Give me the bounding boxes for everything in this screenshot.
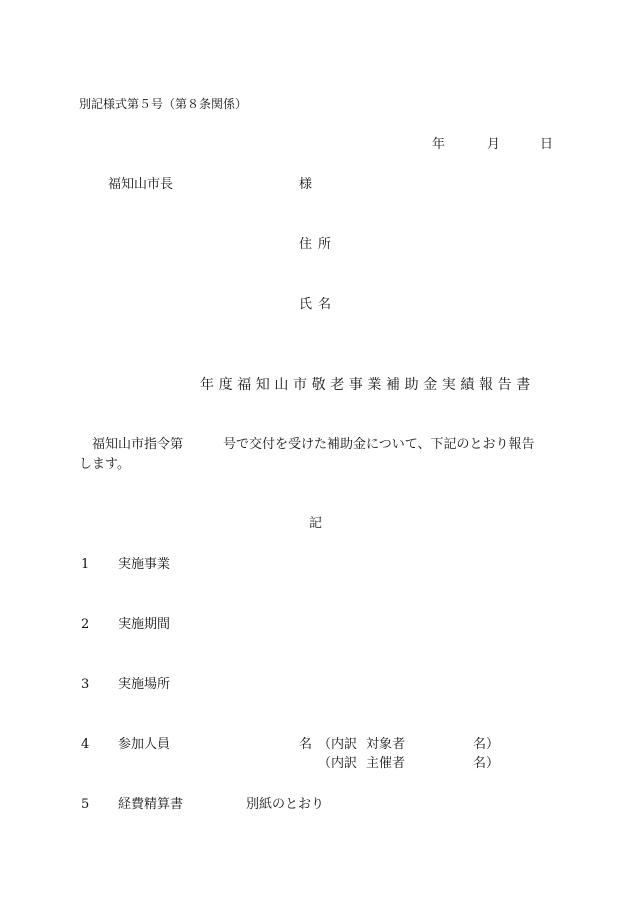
item-number-4: 4 bbox=[81, 737, 90, 752]
address-label: 住所 bbox=[299, 237, 338, 252]
participants-unit: 名 bbox=[299, 737, 313, 752]
breakdown-role-2: 主催者 bbox=[366, 756, 406, 771]
item-number-5: 5 bbox=[81, 797, 90, 812]
expense-value: 別紙のとおり bbox=[246, 797, 325, 812]
breakdown-label-2: （内訳 bbox=[318, 756, 358, 771]
breakdown-label-1: （内訳 bbox=[318, 737, 358, 752]
date-day-label: 日 bbox=[540, 137, 554, 152]
body-text-part-2: 号で交付を受けた補助金について、下記のとおり報告 bbox=[223, 437, 535, 452]
breakdown-unit-2: 名） bbox=[473, 756, 500, 771]
item-number-3: 3 bbox=[81, 677, 90, 692]
breakdown-unit-1: 名） bbox=[473, 737, 500, 752]
item-label-3: 実施場所 bbox=[118, 677, 171, 692]
addressee-honorific: 様 bbox=[299, 177, 313, 192]
item-label-5: 経費精算書 bbox=[118, 797, 184, 812]
item-label-2: 実施期間 bbox=[118, 617, 171, 632]
name-label: 氏名 bbox=[299, 297, 338, 312]
addressee-name: 福知山市長 bbox=[108, 177, 174, 192]
body-text-part-1: 福知山市指令第 bbox=[92, 437, 184, 452]
date-year-label: 年 bbox=[432, 137, 446, 152]
date-month-label: 月 bbox=[487, 137, 501, 152]
body-line-2: します。 bbox=[79, 457, 130, 472]
document-title: 年度福知山市敬老事業補助金実績報告書 bbox=[200, 377, 535, 393]
item-number-2: 2 bbox=[81, 617, 90, 632]
ki-label: 記 bbox=[309, 516, 323, 531]
body-line-1 bbox=[79, 437, 535, 453]
form-label: 別記様式第５号（第８条関係） bbox=[79, 97, 248, 111]
breakdown-role-1: 対象者 bbox=[366, 737, 406, 752]
item-label-4: 参加人員 bbox=[118, 737, 171, 752]
item-number-1: 1 bbox=[81, 557, 90, 572]
item-label-1: 実施事業 bbox=[118, 557, 171, 572]
